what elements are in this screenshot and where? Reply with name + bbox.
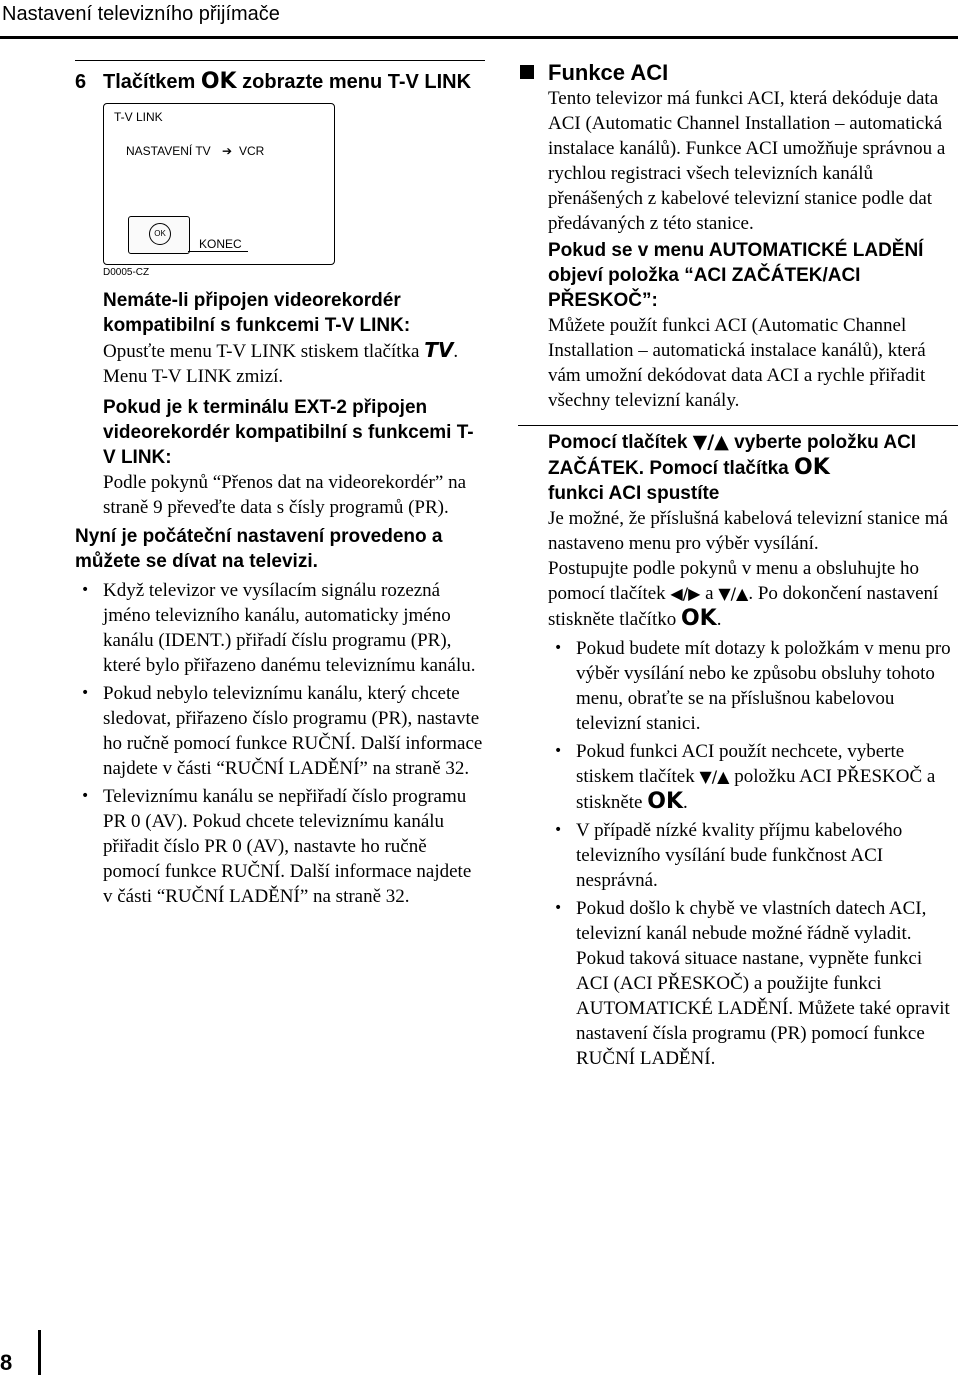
image-code: D0005-CZ (103, 267, 150, 278)
select-heading (548, 430, 958, 506)
page-header (0, 0, 958, 39)
page-number: 8 (0, 1350, 13, 1375)
select-heading-b: vyberte položku ACI ZAČÁTEK. Pomocí tlačítka (548, 432, 917, 479)
ok-button-glyph: OK (200, 69, 237, 94)
screen-item-tv-setup: NASTAVENÍ TV (126, 144, 211, 158)
bullet-text-c: . (683, 792, 688, 813)
setup-done-heading: Nyní je počáteční nastavení provedeno a můžete se dívat na televizi. (75, 526, 443, 572)
ext2-heading: Pokud je k terminálu EXT-2 připojen videorekordér kompatibilní s funkcemi T-V LINK: (103, 397, 474, 468)
aci-heading: Pokud se v menu AUTOMATICKÉ LADĚNÍ objeví položka “ACI ZAČÁTEK/ACI PŘESKOČ”: (548, 240, 924, 311)
screen-item-vcr: VCR (239, 144, 265, 158)
select-text-c: . Po dokončení nastavení stiskněte tlačítko (548, 583, 939, 630)
list-item (576, 739, 958, 815)
down-up-keys-icon: ▼/▲ (699, 767, 730, 786)
bullet-text-b: položku ACI PŘESKOČ a stiskněte (576, 766, 936, 813)
tv-button-glyph: TV (424, 338, 454, 362)
right-bullet-list (518, 636, 958, 1071)
no-vcr-heading: Nemáte-li připojen videorekordér kompatibilní s funkcemi T-V LINK: (103, 290, 411, 336)
screen-exit-label: KONEC (199, 237, 242, 251)
remote-control-icon (128, 216, 190, 254)
right-column (518, 60, 958, 1074)
select-text-end: . (716, 609, 722, 630)
down-up-keys-icon: ▼/▲ (692, 431, 729, 453)
no-vcr-text (103, 338, 485, 364)
page-header-title: Nastavení televizního přijímače (2, 3, 280, 25)
section-square-icon (520, 65, 534, 79)
select-text-b (548, 556, 958, 632)
menu-disappears-text: Menu T-V LINK zmizí. (103, 366, 284, 387)
remote-ok-button-icon: OK (149, 223, 171, 245)
list-item: • Pokud došlo k chybě ve vlastních datech ACI, televizní kanál nebude možné řádně vyladit. Pokud taková situace nastane, vypněte funkci ACI (ACI PŘESKOČ) a použijte funkci AUTOMATICKÉ LADĚNÍ. Můžete také opravit nastavení čísla programu (PR) pomocí funkce RUČNÍ LADĚNÍ. (576, 896, 958, 1071)
step-text-a: Tlačítkem (103, 71, 196, 93)
select-text-b-part: Postupujte podle pokynů v menu a obsluhujte ho pomocí tlačítek (548, 558, 920, 604)
ext2-text: Podle pokynů “Přenos dat na videorekordér” na straně 9 převeďte data s čísly programů (PR). (103, 472, 467, 518)
no-vcr-text-a: Opusťte menu T-V LINK stiskem tlačítka (103, 341, 420, 362)
no-vcr-text-b: . (453, 341, 459, 362)
list-item: • Pokud nebylo televiznímu kanálu, který chcete sledovat, přiřazeno číslo programu (PR), nastavte ho ručně pomocí funkce RUČNÍ. Další informace najdete v části “RUČNÍ LADĚNÍ” na straně 32. (103, 681, 485, 781)
section-title-text: Funkce ACI (548, 60, 669, 85)
select-heading-a: Pomocí tlačítek (548, 432, 688, 453)
tv-link-screen-illustration (103, 103, 335, 265)
aci-intro: Tento televizor má funkci ACI, která dekóduje data ACI (Automatic Channel Installation – automatická instalace kanálů). Funkce ACI umožňuje správnou a rychlou registraci všech televizních kanálů přenášených z kabelové televizní stanice podle dat předávaných z této stanice. (548, 88, 946, 234)
select-heading-c: funkci ACI spustíte (548, 483, 720, 504)
section-title (518, 60, 958, 86)
list-item: • Televiznímu kanálu se nepřiřadí číslo programu PR 0 (AV). Pokud chcete televiznímu kanálu přiřadit číslo PR 0 (AV), nastavte ho ručně pomocí funkce RUČNÍ. Další informace najdete v části “RUČNÍ LADĚNÍ” na straně 32. (103, 784, 485, 909)
select-text-and: a (705, 583, 714, 604)
step-heading (75, 60, 485, 95)
ok-button-glyph: OK (794, 455, 830, 480)
select-block (518, 425, 958, 632)
list-item: • V případě nízké kvality příjmu kabelového televizního vysílání bude funkčnost ACI nesprávná. (576, 818, 958, 893)
arrow-right-icon: ➔ (222, 144, 233, 158)
left-bullet-list (75, 578, 485, 909)
step-text-b: zobrazte menu T-V LINK (242, 71, 472, 93)
step-number: 6 (75, 71, 87, 93)
aci-text: Můžete použít funkci ACI (Automatic Channel Installation – automatická instalace kanálů), která vám umožní dekódovat data ACI a rychle přiřadit všechny televizní kanály. (548, 315, 926, 411)
left-column (75, 60, 485, 912)
ok-button-glyph: OK (647, 789, 683, 814)
bullet-text-a: Pokud funkci ACI použít nechcete, vyberte stiskem tlačítek (576, 741, 905, 787)
left-right-keys-icon: ◀/▶ (670, 584, 701, 603)
page-edge-rule (38, 1330, 41, 1375)
screen-title: T-V LINK (114, 110, 163, 124)
down-up-keys-icon: ▼/▲ (718, 584, 749, 603)
list-item: • Když televizor ve vysílacím signálu rozezná jméno televizního kanálu, automaticky jméno kanálu (IDENT.) přiřadí číslu programu (PR), které bylo přiřazeno danému televiznímu kanálu. (103, 578, 485, 678)
list-item: • Pokud budete mít dotazy k položkám v menu pro výběr vysílání nebo ke způsobu obsluhy tohoto menu, obraťte se na příslušnou kabelovou televizní stanici. (576, 636, 958, 736)
ok-button-glyph: OK (680, 606, 717, 631)
exit-pointer-line (188, 251, 248, 252)
select-text-a: Je možné, že příslušná kabelová televizní stanice má nastaveno menu pro výběr vysílání. (548, 508, 948, 554)
